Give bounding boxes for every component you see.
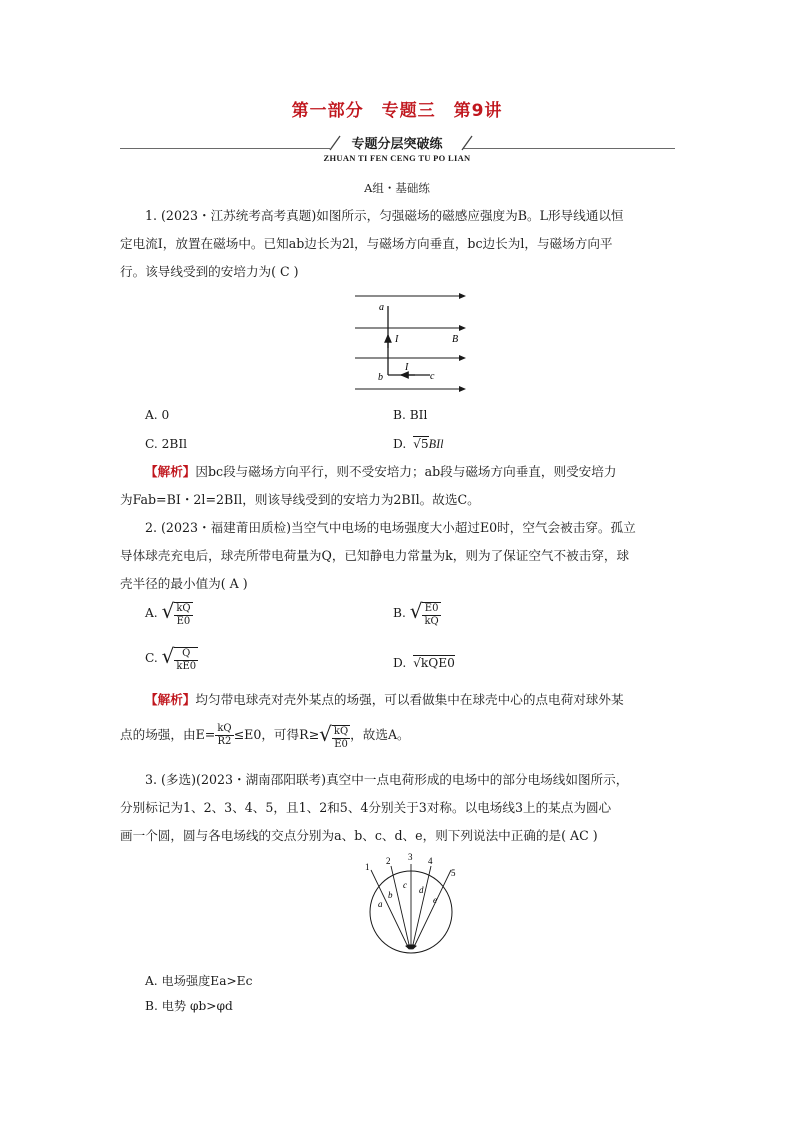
q2-analysis-line1: 【解析】均匀带电球壳对壳外某点的场强，可以看做集中在球壳中心的点电荷对球外某	[145, 692, 624, 707]
label-current-2: I	[405, 362, 409, 373]
q3-option-a: A. 电场强度Ea>Ec	[145, 974, 253, 988]
q1-option-d	[393, 437, 444, 452]
point-label-e: e	[433, 895, 437, 905]
q1-line2: 定电流I，放置在磁场中。已知ab边长为2l，与磁场方向垂直，bc边长为l，与磁场方向平	[120, 236, 613, 251]
q3-figure	[355, 848, 470, 960]
q2-line1: 2. (2023・福建莆田质检)当空气中电场的电场强度大小超过E0时，空气会被击穿。孤立	[145, 520, 636, 535]
q1-analysis-line2: 为Fab=BI・2l=2BIl，则该导线受到的安培力为2BIl。故选C。	[120, 492, 480, 507]
line-label-4: 4	[428, 856, 433, 866]
q1-line3: 行。该导线受到的安培力为( C )	[120, 264, 299, 279]
banner-subtitle: ZHUAN TI FEN CENG TU PO LIAN	[323, 153, 471, 163]
point-label-a: a	[378, 899, 383, 909]
banner-title: 专题分层突破练	[351, 137, 443, 152]
option-expr: BIl	[428, 437, 444, 451]
line-label-5: 5	[451, 868, 456, 878]
label-c: c	[430, 371, 435, 382]
line-label-1: 1	[365, 862, 370, 872]
q1-option-a: A. 0	[145, 408, 170, 422]
q1-analysis-line1: 【解析】因bc段与磁场方向平行，则不受安培力；ab段与磁场方向垂直，则受安培力	[145, 464, 617, 479]
electric-field-lines	[371, 864, 451, 949]
option-label: D.	[393, 437, 407, 451]
q1-option-c: C. 2BIl	[145, 437, 188, 451]
group-label: A组・基础练	[364, 181, 430, 195]
sqrt-radicand: √5	[413, 437, 429, 451]
point-label-b: b	[388, 890, 393, 900]
q1-line1: 1. (2023・江苏统考高考真题)如图所示，匀强磁场的磁感应强度为B。L形导线通以恒	[145, 208, 624, 223]
q3-option-b: B. 电势 φb>φd	[145, 999, 233, 1013]
line-label-2: 2	[386, 856, 391, 866]
line-label-3: 3	[408, 852, 413, 862]
q2-option-d: D. √kQE0	[393, 656, 455, 670]
point-label-d: d	[419, 885, 424, 895]
analysis-label: 【解析】	[145, 464, 196, 479]
q2-option-c: C. √ $\frac{Q}{kE0}$	[145, 644, 197, 672]
q2-option-b: B. √ $\frac{E0}{kQ}$	[393, 599, 439, 627]
label-b: b	[378, 372, 383, 383]
q2-line2: 导体球壳充电后，球壳所带电荷量为Q，已知静电力常量为k，则为了保证空气不被击穿，球	[120, 548, 630, 563]
page-title: 第一部分 专题三 第9讲	[291, 101, 503, 121]
q3-line1: 3. (多选)(2023・湖南邵阳联考)真空中一点电荷形成的电场中的部分电场线如图所示，	[145, 772, 629, 787]
label-b-field: B	[452, 334, 459, 345]
label-current-1: I	[395, 334, 399, 345]
q3-line2: 分别标记为1、2、3、4、5，且1、2和5、4分别关于3对称。以电场线3上的某点为圆心	[120, 800, 612, 815]
q2-analysis-line2: 点的场强，由E= $\frac{kQ}{R2}$ ≤E0，可得R≥√ $\frac{kQ}{E0}$ ，故选A。	[120, 722, 410, 750]
sqrt-value: 5	[420, 437, 429, 451]
q1-option-b: B. BIl	[393, 408, 428, 422]
analysis-label: 【解析】	[145, 692, 196, 707]
point-label-c: c	[403, 880, 407, 890]
q2-line3: 壳半径的最小值为( A )	[120, 576, 248, 591]
q1-figure	[355, 290, 470, 395]
q3-line3: 画一个圆，圆与各电场线的交点分别为a、b、c、d、e，则下列说法中正确的是( AC )	[120, 828, 598, 843]
label-a: a	[379, 302, 384, 313]
q2-option-a: A. √ $\frac{kQ}{E0}$	[145, 599, 191, 627]
